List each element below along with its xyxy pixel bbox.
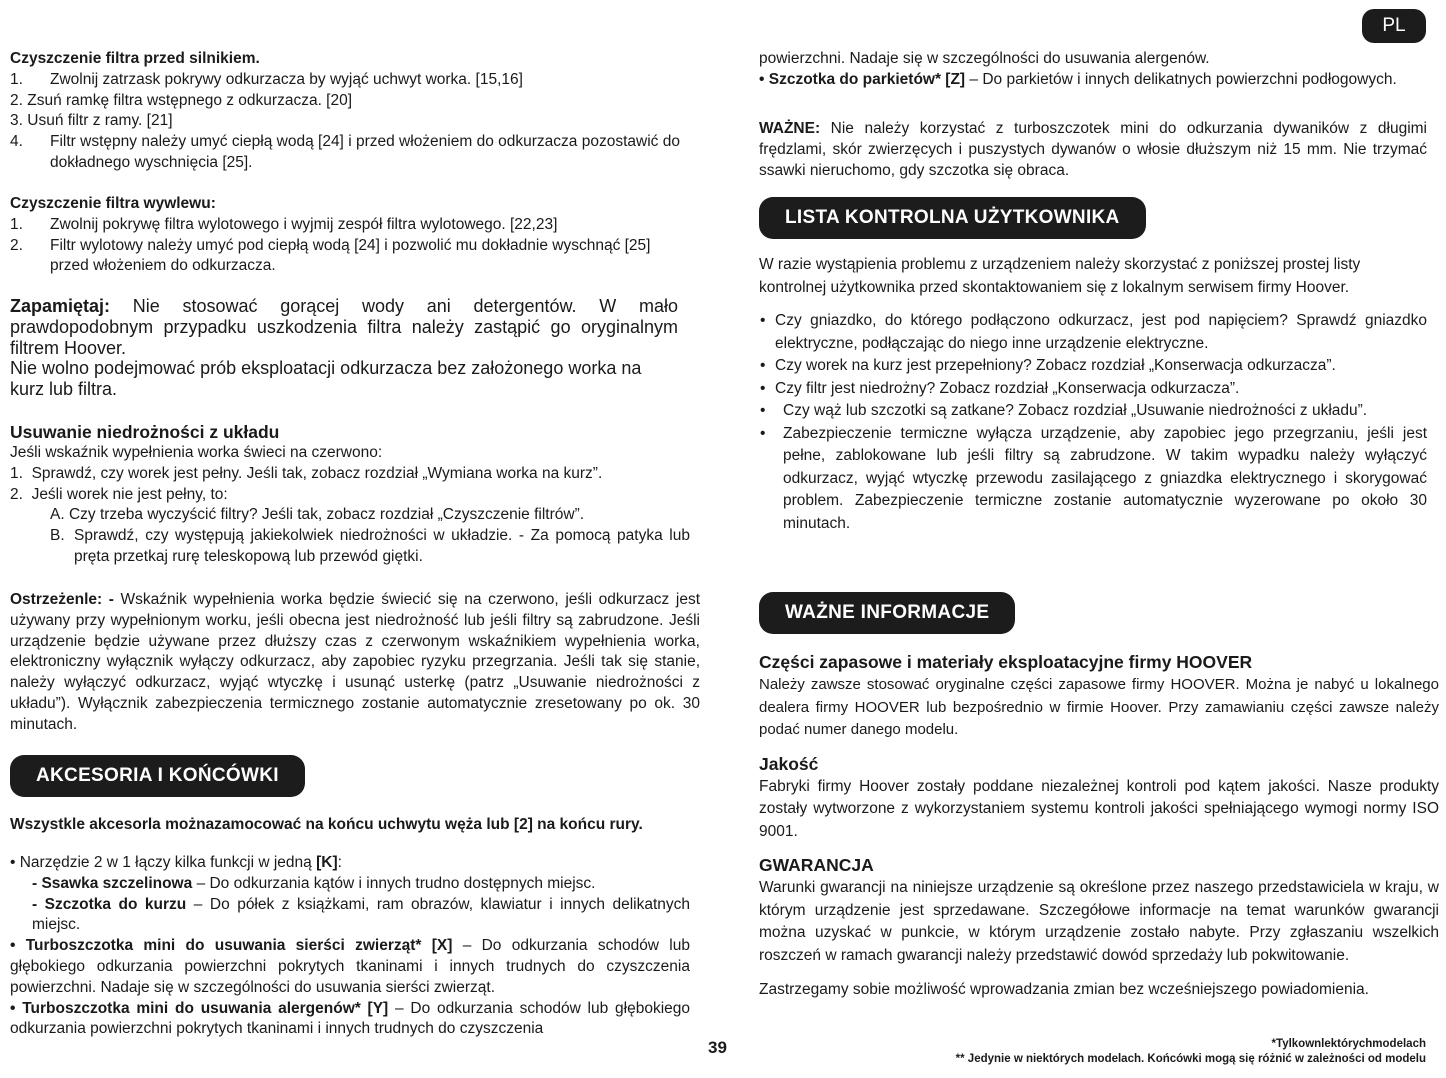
- remember-text: Nie stosować gorącej wody ani detergentów. W mało prawdopodobnym przypadku uszkodzenia filtra należy zastąpić go oryginalnym filtrem Hoover.: [10, 296, 678, 358]
- list-item: 4. Filtr wstępny należy umyć ciepłą wodą [24] i przed włożeniem do odkurzacza pozostawić do dokładnego wyschnięcia [25].: [10, 133, 680, 171]
- page-number: 39: [708, 1038, 727, 1057]
- important-note: [759, 119, 1427, 181]
- language-badge: PL: [1362, 9, 1426, 43]
- quality-text: Fabryki firmy Hoover zostały poddane niezależnej kontroli pod kątem jakości. Nasze produkty zostały wytworzone z wykorzystaniem systemu kontroli jakości spełniającego wymogi normy ISO 9001.: [759, 777, 1439, 840]
- reserve-text: Zastrzegamy sobie możliwość wprowadzania zmian bez wcześniejszego powiadomienia.: [759, 981, 1369, 998]
- list-item: 1. Zwolnij pokrywę filtra wylotowego i wyjmij zespół filtra wylotowego. [22,23]: [10, 215, 558, 233]
- list-item: 1. Sprawdź, czy worek jest pełny. Jeśli tak, zobacz rozdział „Wymiana worka na kurz”.: [10, 464, 603, 482]
- motor-filter-section: [10, 49, 700, 174]
- checklist-item: • Czy gniazdko, do którego podłączono odkurzacz, jest pod napięciem? Sprawdź gniazdko elektryczne, podłączając do niego inne urządzenie elektryczne.: [759, 310, 1427, 355]
- list-item: 3. Usuń filtr z ramy. [21]: [10, 112, 173, 130]
- important-label: WAŻNE:: [759, 120, 821, 137]
- warranty-text: Warunki gwarancji na niniejsze urządzenie są określone przez naszego przedstawiciela w kraju, w którym urządzenie jest sprzedawane. Szczegółowe informacje na temat warunków gwarancji można uzyskać w punkcie, w którym urządzenie zostało nabyte. Przy zgłaszaniu wszelkich roszczeń w ramach gwarancji należy przedstawić dowód sprzedaży lub pokwitowanie.: [759, 879, 1439, 964]
- list-item: B. Sprawdź, czy występują jakiekolwiek niedrożności w układzie. - Za pomocą patyka lub pręta przetkaj rurę teleskopową lub przewód giętki.: [50, 527, 690, 565]
- checklist-intro: W razie wystąpienia problemu z urządzeniem należy skorzystać z poniższej prostej listy kontrolnej użytkownika przed skontaktowaniem się z lokalnym serwisem firmy Hoover.: [759, 256, 1361, 296]
- list-item: 2. Zsuń ramkę filtra wstępnego z odkurzacza. [20]: [10, 91, 353, 109]
- checklist-item: • Czy filtr jest niedrożny? Zobacz rozdział „Konserwacja odkurzacza”.: [759, 378, 1427, 401]
- checklist-list: [759, 310, 1427, 535]
- exhaust-filter-section: [10, 194, 700, 277]
- parquet-item: • Szczotka do parkietów* [Z] – Do parkietów i innych delikatnych powierzchni podłogowych.: [759, 70, 1397, 88]
- remember-label: Zapamiętaj:: [10, 296, 111, 316]
- parts-text: Należy zawsze stosować oryginalne części zapasowe firmy HOOVER. Można je nabyć u lokalnego dealera firmy HOOVER lub bezpośrednio w firmie Hoover. Przy zamawianiu części zawsze należy podać numer danego modelu.: [759, 676, 1439, 738]
- accessories-continued: [759, 49, 1427, 91]
- exhaust-filter-heading: Czyszczenie filtra wywlewu:: [10, 195, 216, 212]
- list-item: 1. Zwolnij zatrzask pokrywy odkurzacza by wyjąć uchwyt worka. [15,16]: [10, 70, 523, 88]
- checklist-banner: LISTA KONTROLNA UŻYTKOWNIKA: [759, 197, 1146, 239]
- sublist: [10, 505, 690, 567]
- list-item: A. Czy trzeba wyczyścić filtry? Jeśli tak, zobacz rozdział „Czyszczenie filtrów”.: [50, 506, 585, 524]
- parts-heading: Części zapasowe i materiały eksploatacyjne firmy HOOVER: [759, 652, 1253, 672]
- remember-text-2: Nie wolno podejmować prób eksploatacji odkurzacza bez założonego worka na kurz lub filtra.: [10, 358, 642, 400]
- dust-brush-item: - Szczotka do kurzu – Do półek z książkami, ram obrazów, klawiatur i innych delikatnych miejsc.: [32, 895, 690, 934]
- footnote-1: *Tylkownlektórychmodelach: [1271, 1038, 1426, 1050]
- info-banner: WAŻNE INFORMACJE: [759, 592, 1015, 634]
- checklist-item: • Zabezpieczenie termiczne wyłącza urządzenie, aby zapobiec jego przegrzaniu, jeśli jest pełne, zablokowane lub jeśli filtry są zabrudzone. W takim wypadku należy wyłączyć odkurzacz, wyjąć wtyczkę przewodu zasilającego z gniazdka elektrycznego i skorygować problem. Zabezpieczenie termiczne zostanie automatycznie wyzerowane po około 30 minutach.: [759, 423, 1427, 536]
- list-item: 2. Jeśli worek nie jest pełny, to:: [10, 485, 228, 503]
- warning-text: Wskaźnik wypełnienia worka będzie świecić się na czerwono, jeśli odkurzacz jest używany przy wypełnionym worku, jeśli obecna jest niedrożność lub jeśli filtry są zabrudzone. Jeśli urządzenie będzie używane przez dłuższy czas z czerwonym wskaźnikiem wypełnienia worka, elektroniczny wyłącznik wyłączy odkurzacz, aby zapobiec ryzyku przegrzania. Jeśli tak się stanie, należy wyłączyć odkurzacz, wyjąć wtyczkę i usunąć usterkę (patrz „Usuwanie niedrożności z układu”). Wyłącznik zabezpieczenia termicznego zostanie automatycznie zresetowany po ok. 30 minutach.: [10, 591, 700, 733]
- remember-note: [10, 296, 678, 400]
- warranty-heading: GWARANCJA: [759, 855, 874, 875]
- important-text: Nie należy korzystać z turboszczotek mini do odkurzania dywaników z długimi frędzlami, skór zwierzęcych i puszystych dywanów o włosie dłuższym niż 15 mm. Nie trzymać ssawki nieruchomo, gdy szczotka się obraca.: [759, 120, 1427, 179]
- accessories-banner: AKCESORIA I KOŃCÓWKI: [10, 755, 305, 797]
- allergen-turbo-item: • Turboszczotka mini do usuwania alergenów* [Y] – Do odkurzania schodów lub głębokiego odkurzania powierzchni pokrytych tkaninami i innych trudnych do czyszczenia: [10, 999, 690, 1038]
- warning-note: [10, 590, 700, 736]
- tool-intro: • Narzędzie 2 w 1 łączy kilka funkcji w jedną [K]:: [10, 854, 342, 871]
- list-item: 2. Filtr wylotowy należy umyć pod ciepłą wodą [24] i pozwolić mu dokładnie wyschnąć [25] przed włożeniem do odkurzacza.: [10, 236, 651, 275]
- blockage-intro: Jeśli wskaźnik wypełnienia worka świeci na czerwono:: [10, 444, 383, 461]
- quality-heading: Jakość: [759, 753, 819, 774]
- accessories-list: [10, 853, 690, 1040]
- motor-filter-heading: Czyszczenie filtra przed silnikiem.: [10, 50, 260, 67]
- blockage-heading: Usuwanie niedrożności z układu: [10, 422, 280, 442]
- pet-turbo-item: • Turboszczotka mini do usuwania sierści zwierząt* [X] – Do odkurzania schodów lub głębokiego odkurzania powierzchni pokrytych tkaninami i innych trudnych do czyszczenia powierzchni. Nadaje się w szczególności do usuwania sierści zwierząt.: [10, 937, 690, 996]
- info-section: [759, 650, 1439, 1002]
- accessories-lead: Wszystkle akcesorla możnazamocować na końcu uchwytu węża lub [2] na końcu rury.: [10, 816, 643, 833]
- warning-label: Ostrzeżenle: -: [10, 591, 114, 608]
- crevice-item: - Ssawka szczelinowa – Do odkurzania kątów i innych trudno dostępnych miejsc.: [32, 874, 596, 892]
- checklist-item: • Czy wąż lub szczotki są zatkane? Zobacz rozdział „Usuwanie niedrożności z układu”.: [759, 400, 1427, 423]
- footnote-2: ** Jedynie w niektórych modelach. Końcówki mogą się różnić w zależności od modelu: [955, 1053, 1426, 1065]
- blockage-section: [10, 421, 700, 568]
- checklist-item: • Czy worek na kurz jest przepełniony? Zobacz rozdział „Konserwacja odkurzacza”.: [759, 355, 1427, 378]
- continued-text: powierzchni. Nadaje się w szczególności do usuwania alergenów.: [759, 50, 1210, 67]
